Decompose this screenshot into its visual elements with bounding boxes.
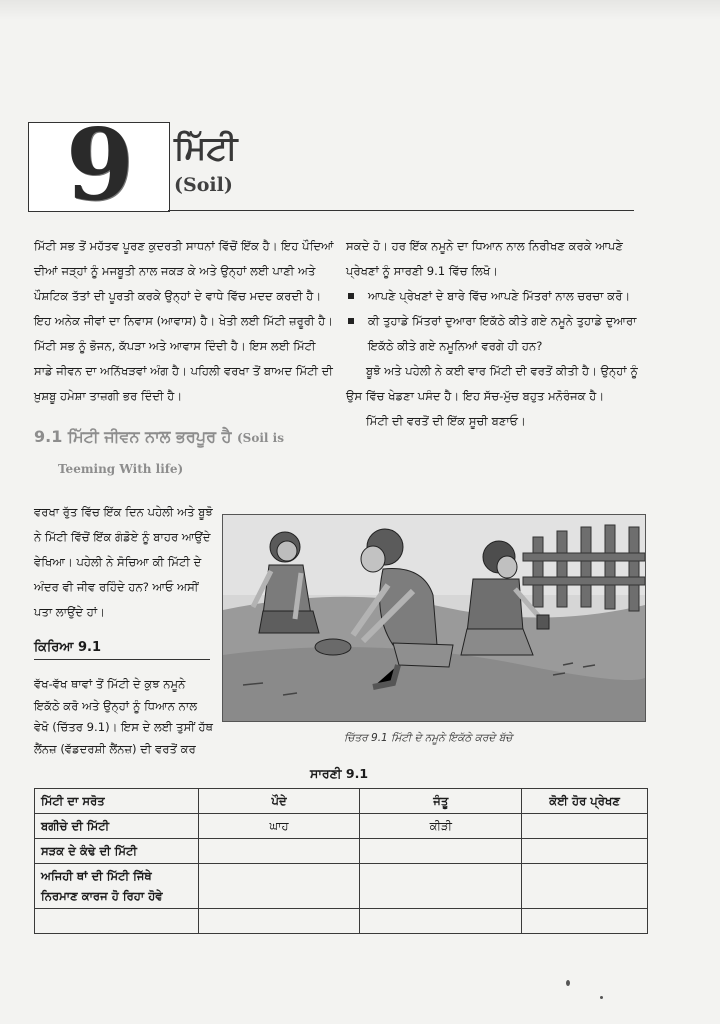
story-paragraph: ਵਰਖਾ ਰੁੱਤ ਵਿੱਚ ਇੱਕ ਦਿਨ ਪਹੇਲੀ ਅਤੇ ਬੂਝੋ ਨੇ ਮਿੱਟੀ ਵਿੱਚੋਂ ਇੱਕ ਗੰਡੋਏ ਨੂੰ ਬਾਹਰ ਆਉਂਦੇ ਵੇਖਿਆ। ਪਹੇਲੀ ਨੇ ਸੋਚਿਆ ਕੀ ਮਿੱਟੀ ਦੇ ਅੰਦਰ ਵੀ ਜੀਵ ਰਹਿੰਦੇ ਹਨ? ਆਓ ਅਸੀਂ ਪਤਾ ਲਾਉਂਦੇ ਹਾਂ।: [34, 505, 213, 619]
intro-paragraph: ਮਿੱਟੀ ਸਭ ਤੋਂ ਮਹੱਤਵ ਪੂਰਣ ਕੁਦਰਤੀ ਸਾਧਨਾਂ ਵਿੱਚੋਂ ਇੱਕ ਹੈ। ਇਹ ਪੌਦਿਆਂ ਦੀਆਂ ਜੜ੍ਹਾਂ ਨੂੰ ਮਜਬੂਤੀ ਨਾਲ ਜਕੜ ਕੇ ਅਤੇ ਉਨ੍ਹਾਂ ਲਈ ਪਾਣੀ ਅਤੇ ਪੌਸ਼ਟਿਕ ਤੱਤਾਂ ਦੀ ਪੂਰਤੀ ਕਰਕੇ ਉਨ੍ਹਾਂ ਦੇ ਵਾਧੇ ਵਿੱਚ ਮਦਦ ਕਰਦੀ ਹੈ। ਇਹ ਅਨੇਕ ਜੀਵਾਂ ਦਾ ਨਿਵਾਸ (ਆਵਾਸ) ਹੈ। ਖੇਤੀ ਲਈ ਮਿੱਟੀ ਜ਼ਰੂਰੀ ਹੈ। ਮਿੱਟੀ ਸਭ ਨੂੰ ਭੋਜਨ, ਕੱਪੜਾ ਅਤੇ ਆਵਾਸ ਦਿੰਦੀ ਹੈ। ਇਸ ਲਈ ਮਿੱਟੀ ਸਾਡੇ ਜੀਵਨ ਦਾ ਅਨਿੱਖੜਵਾਂ ਅੰਗ ਹੈ। ਪਹਿਲੀ ਵਰਖਾ ਤੋਂ ਬਾਅਦ ਮਿੱਟੀ ਦੀ ਖ਼ੁਸ਼ਬੂ ਹਮੇਸ਼ਾ ਤਾਜ਼ਗੀ ਭਰ ਦਿੰਦੀ ਹੈ।: [34, 239, 334, 403]
table-cell: [522, 864, 648, 909]
bullet-item: ਆਪਣੇ ਪ੍ਰੇਖਣਾਂ ਦੇ ਬਾਰੇ ਵਿੱਚ ਆਪਣੇ ਮਿੱਤਰਾਂ ਨਾਲ ਚਰਚਾ ਕਰੋ।: [346, 284, 646, 309]
table-cell: ਬਗੀਚੇ ਦੀ ਮਿੱਟੀ: [35, 814, 199, 839]
table-cell: [522, 839, 648, 864]
right-column: [346, 234, 646, 434]
section-heading-pa: 9.1 ਮਿੱਟੀ ਜੀਵਨ ਨਾਲ ਭਰਪੂਰ ਹੈ: [34, 427, 232, 446]
table-cell: [198, 864, 360, 909]
table-cell: [360, 839, 522, 864]
table-header-cell: ਪੌਦੇ: [198, 789, 360, 814]
table-header-cell: ਕੋਈ ਹੋਰ ਪ੍ਰੇਖਣ: [522, 789, 648, 814]
table-row: [35, 814, 648, 839]
table-header-row: [35, 789, 648, 814]
table-cell: [522, 814, 648, 839]
right-paragraph-2: ਬੂਝੋ ਅਤੇ ਪਹੇਲੀ ਨੇ ਕਈ ਵਾਰ ਮਿੱਟੀ ਦੀ ਵਰਤੋਂ ਕੀਤੀ ਹੈ। ਉਨ੍ਹਾਂ ਨੂੰ ਉਸ ਵਿੱਚ ਖੇਡਣਾ ਪਸੰਦ ਹੈ। ਇਹ ਸੱਚ-ਮੁੱਚ ਬਹੁਤ ਮਨੋਰੰਜਕ ਹੈ।: [346, 364, 638, 403]
right-paragraph-3: ਮਿੱਟੀ ਦੀ ਵਰਤੋਂ ਦੀ ਇੱਕ ਸੂਚੀ ਬਣਾਓ।: [366, 414, 526, 428]
children-collecting-soil-illustration: [222, 514, 646, 722]
table-cell: [360, 864, 522, 909]
table-row: [35, 839, 648, 864]
table-cell: [35, 909, 199, 934]
left-column: [34, 234, 334, 409]
table-cell: ਕੀੜੀ: [360, 814, 522, 839]
scan-speck: [600, 996, 603, 999]
section-heading-en-1: (Soil is: [237, 431, 284, 445]
table-cell: ਘਾਹ: [198, 814, 360, 839]
illustration-drawing: [223, 515, 645, 721]
activity-heading: ਕਿਰਿਆ 9.1: [34, 640, 210, 660]
section-heading-en-2: Teeming With life): [58, 462, 184, 476]
scan-shadow: [0, 0, 720, 20]
figure-caption: ਚਿੱਤਰ 9.1 ਮਿੱਟੀ ਦੇ ਨਮੂਨੇ ਇਕੱਠੇ ਕਰਦੇ ਬੱਚੇ: [344, 732, 513, 744]
table-cell: ਸੜਕ ਦੇ ਕੰਢੇ ਦੀ ਮਿੱਟੀ: [35, 839, 199, 864]
section-heading: [34, 424, 334, 451]
table-cell: ਅਜਿਹੀ ਥਾਂ ਦੀ ਮਿੱਟੀ ਜਿੱਥੇ ਨਿਰਮਾਣ ਕਾਰਜ ਹੋ ਰਿਹਾ ਹੋਵੇ: [35, 864, 199, 909]
table-cell: [360, 909, 522, 934]
chapter-number: 9: [65, 108, 133, 223]
scan-speck: [566, 980, 570, 986]
soil-observation-table: [34, 788, 648, 934]
table-cell: [198, 909, 360, 934]
chapter-number-box: [28, 108, 170, 223]
table-cell: [522, 909, 648, 934]
activity-text: ਵੱਖ-ਵੱਖ ਥਾਵਾਂ ਤੋਂ ਮਿੱਟੀ ਦੇ ਕੁਝ ਨਮੂਨੇ ਇਕੱਠੇ ਕਰੋ ਅਤੇ ਉਨ੍ਹਾਂ ਨੂੰ ਧਿਆਨ ਨਾਲ ਵੇਖੋ (ਚਿੱਤਰ 9.1)। ਇਸ ਦੇ ਲਈ ਤੁਸੀਂ ਹੱਥ ਲੈਂਨਜ਼ (ਵੱਡਦਰਸ਼ੀ ਲੈਂਨਜ਼) ਦੀ ਵਰਤੋਂ ਕਰ: [34, 677, 214, 756]
table-header-cell: ਜੰਤੂ: [360, 789, 522, 814]
chapter-subtitle: (Soil): [174, 174, 233, 196]
table-row: [35, 864, 648, 909]
bullet-item: ਕੀ ਤੁਹਾਡੇ ਮਿੱਤਰਾਂ ਦੁਆਰਾ ਇਕੱਠੇ ਕੀਤੇ ਗਏ ਨਮੂਨੇ ਤੁਹਾਡੇ ਦੁਆਰਾ ਇਕੱਠੇ ਕੀਤੇ ਗਏ ਨਮੂਨਿਆਂ ਵਰਗੇ ਹੀ ਹਨ?: [346, 309, 646, 359]
chapter-header-rule: [168, 210, 634, 211]
table-row: [35, 909, 648, 934]
bullet-list: [346, 284, 646, 359]
table-cell: [198, 839, 360, 864]
table-header-cell: ਮਿੱਟੀ ਦਾ ਸਰੋਤ: [35, 789, 199, 814]
continuation-paragraph: ਸਕਦੇ ਹੋ। ਹਰ ਇੱਕ ਨਮੂਨੇ ਦਾ ਧਿਆਨ ਨਾਲ ਨਿਰੀਖਣ ਕਰਕੇ ਆਪਣੇ ਪ੍ਰੇਖਣਾਂ ਨੂੰ ਸਾਰਣੀ 9.1 ਵਿੱਚ ਲਿਖੋ।: [346, 239, 623, 278]
chapter-title: ਮਿੱਟੀ: [174, 128, 238, 167]
table-title: ਸਾਰਣੀ 9.1: [310, 766, 369, 781]
